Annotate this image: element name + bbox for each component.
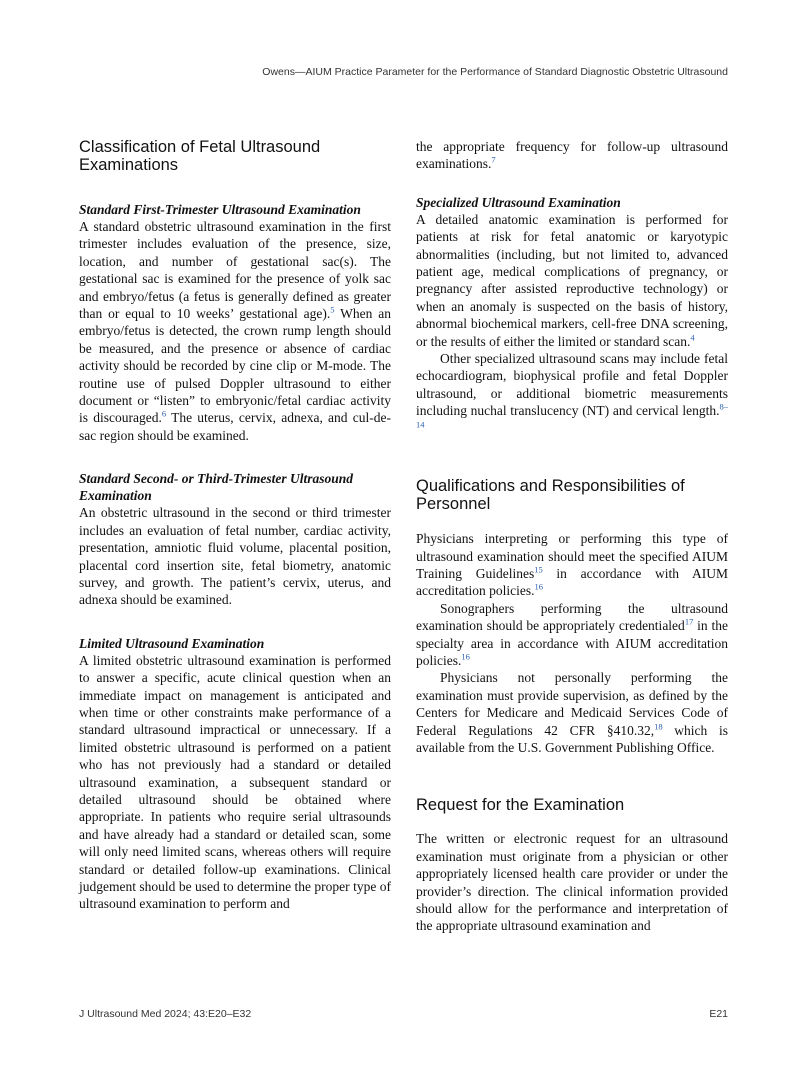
- paragraph-continued: the appropriate frequency for follow-up ultrasound examinations.$^7$: [416, 139, 728, 172]
- page-number: E21: [709, 1008, 728, 1020]
- section-heading-request: Request for the Examination: [416, 796, 625, 815]
- reference-link[interactable]: 18: [654, 721, 663, 732]
- paragraph-limited: A limited obstetric ultrasound examination is performed to answer a specific, acute clinical question when an immediate impact on management is anticipated and when time or other constraints make performance of a standard ultrasound impractical or unnecessary. If a limited obstetric ultrasound is performed on a patient who has not previously had a standard or detailed ultrasound examination, a subsequent standard or detailed ultrasound should be obtained where appropriate. In patients who require serial ultrasounds and have already had a standard or detailed scan, some will only need limited scans, whereas others will require standard or detailed follow-up examinations. Clinical judgement should be used to determine the proper type of ultrasound examination to perform and: [79, 652, 391, 912]
- left-column: [79, 138, 391, 913]
- paragraph-sonographers: Sonographers performing the ultrasound examination should be appropriately credentialed$^{17}$ in the specialty area in accordance with AIUM accreditation policies.$^{16}$: [416, 600, 729, 668]
- subsection-title-second-third-trimester: Standard Second- or Third-Trimester Ultrasound Examination: [79, 471, 354, 504]
- paragraph-other-specialized: Other specialized ultrasound scans may include fetal echocardiogram, biophysical profile and fetal Doppler ultrasound, or additional biometric measurements including nuchal translucency (NT) and cervical length.$^{8-14}$: [416, 351, 728, 430]
- reference-link[interactable]: 6: [161, 408, 167, 419]
- paragraph-supervision: Physicians not personally performing the examination must provide supervision, as defined by the Centers for Medicare and Medicaid Services Code of Federal Regulations 42 CFR §410.32,18 which is available from the U.S. Government Publishing Office.: [416, 670, 728, 755]
- paragraph-second-third-trimester: An obstetric ultrasound in the second or third trimester includes an evaluation of fetal number, cardiac activity, presentation, amniotic fluid volume, placental position, placental cord insertion site, fetal biometry, anatomic survey, and growth. The patient’s cervix, uterus, and adnexa should be examined.: [79, 505, 391, 608]
- paragraph-request: The written or electronic request for an ultrasound examination must originate from a physician or other appropriately licensed health care provider or under the provider’s direction. The clinical information provided should allow for the performance and interpretation of the appropriate ultrasound examination and: [416, 831, 728, 934]
- reference-link[interactable]: 15: [534, 564, 543, 575]
- subsection-title-specialized: Specialized Ultrasound Examination: [416, 194, 621, 210]
- journal-citation: J Ultrasound Med 2024; 43:E20–E32: [79, 1008, 252, 1020]
- reference-link[interactable]: 16: [534, 581, 543, 592]
- right-column: [416, 138, 728, 935]
- section-heading-qualifications: Qualifications and Responsibilities of Personnel: [416, 477, 685, 514]
- paragraph-physicians-qualifications: Physicians interpreting or performing this type of ultrasound examination should meet the specified AIUM Training Guidelines$^{15}$ in accordance with AIUM accreditation policies.$^{16}$: [416, 531, 729, 599]
- reference-link[interactable]: 16: [461, 651, 470, 662]
- paragraph-first-trimester: A standard obstetric ultrasound examination in the first trimester includes evaluation of the presence, size, location, and number of gestational sac(s). The gestational sac is examined for the presence of yolk sac and embryo/fetus (a fetus is generally defined as greater than or equal to 10 weeks’ gestational age).$^5$ When an embryo/fetus is detected, the crown rump length should be measured, and the presence or absence of cardiac activity should be recorded by cine clip or M-mode. The routine use of pulsed Doppler ultrasound to either document or “listen” to embryonic/fetal cardiac activity is discouraged.$^6$ The uterus, cervix, adnexa, and cul-de-sac region should be examined.: [79, 219, 392, 443]
- section-heading-classification: Classification of Fetal Ultrasound Examinations: [79, 138, 321, 174]
- subsection-title-first-trimester: Standard First-Trimester Ultrasound Examination: [79, 202, 361, 217]
- reference-link[interactable]: 17: [684, 616, 694, 627]
- reference-link[interactable]: 8–14: [416, 401, 728, 430]
- subsection-title-limited: Limited Ultrasound Examination: [79, 635, 265, 651]
- reference-link[interactable]: 7: [491, 154, 496, 165]
- reference-link[interactable]: 5: [330, 304, 335, 315]
- paragraph-specialized: A detailed anatomic examination is performed for patients at risk for fetal anatomic or karyotypic abnormalities (including, but not limited to, advanced patient age, medical complications of pregnancy, or pregnancy after assisted reproductive technology) or when an anomaly is suspected on the basis of history, abnormal biochemical markers, cell-free DNA screening, or the results of either the limited or standard scan.$^4$: [416, 211, 728, 349]
- running-title: Owens—AIUM Practice Parameter for the Performance of Standard Diagnostic Obstetric Ultrasound: [262, 66, 728, 78]
- reference-link[interactable]: 4: [690, 332, 695, 343]
